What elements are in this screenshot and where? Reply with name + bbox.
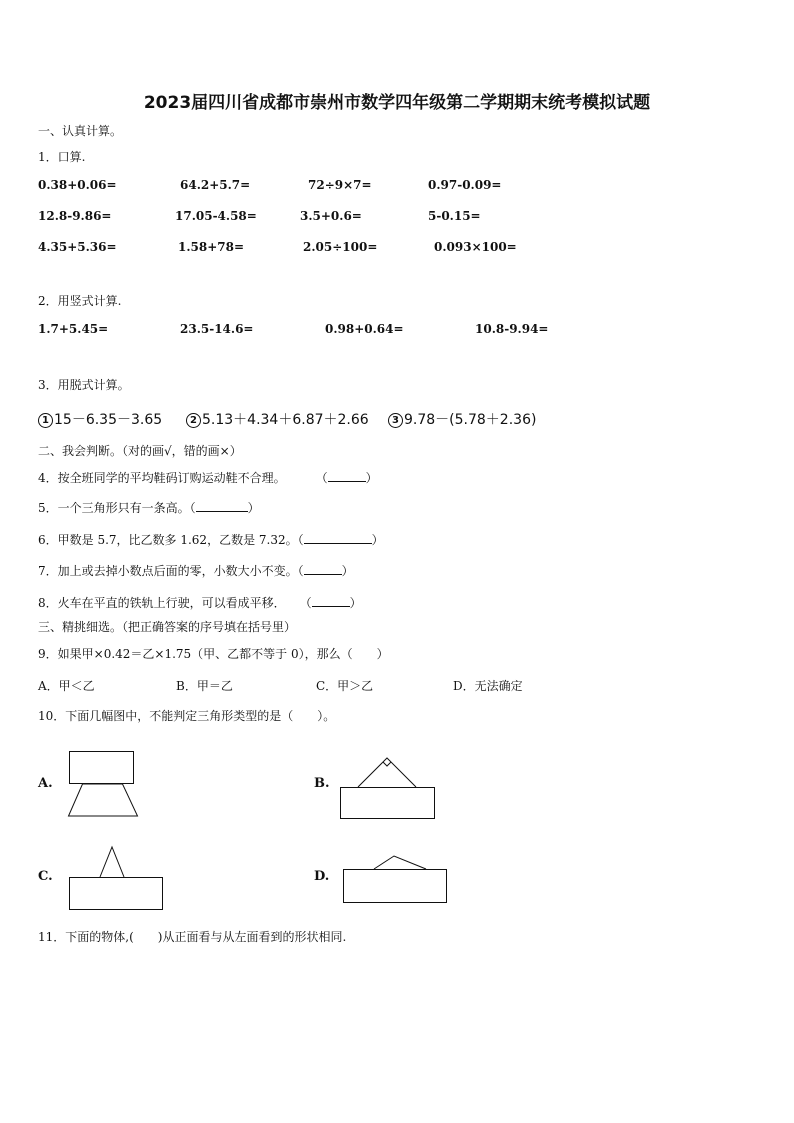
q3-expression-text: 15－6.35－3.65 (54, 412, 163, 428)
q10-text: 10．下面几幅图中，不能判定三角形类型的是（ ）。 (38, 709, 336, 723)
q1-item: 72÷9×7= (308, 178, 372, 192)
q1-item: 1.58+78= (178, 240, 245, 254)
figure-c-triangle-top (100, 847, 124, 877)
q2-item: 10.8-9.94= (475, 322, 549, 336)
q3-expression (186, 409, 369, 429)
figure-a-trapezoid (69, 784, 138, 816)
figure-b (338, 754, 438, 822)
q9-option-c[interactable]: C．甲＞乙 (316, 679, 374, 693)
q9-option-a[interactable]: A．甲＜乙 (38, 679, 95, 693)
q4 (38, 469, 378, 486)
q4-text: 4．按全班同学的平均鞋码订购运动鞋不合理。 (38, 471, 286, 485)
q1-item: 64.2+5.7= (180, 178, 251, 192)
q9-option-b[interactable]: B．甲＝乙 (176, 679, 233, 693)
q3-expression (38, 409, 162, 429)
q1-item: 0.093×100= (434, 240, 517, 254)
q6-text: 6．甲数是 5.7，比乙数多 1.62，乙数是 7.32。（ (38, 533, 304, 547)
q10-label-d[interactable]: D. (314, 869, 330, 884)
q1-item: 3.5+0.6= (300, 209, 362, 223)
q1-label: 1．口算. (38, 150, 86, 164)
q2-item: 23.5-14.6= (180, 322, 254, 336)
figure-b-triangle-top (358, 758, 416, 787)
q6 (38, 531, 384, 548)
figure-d-rectangle (344, 870, 447, 903)
bracket: ） (365, 471, 378, 485)
q1-item: 2.05÷100= (303, 240, 378, 254)
circled-number: 3 (388, 413, 403, 428)
figure-c-rectangle (70, 878, 163, 910)
bracket: ） (349, 596, 362, 610)
q9-text: 9．如果甲×0.42＝乙×1.75（甲、乙都不等于 0），那么（ ） (38, 647, 389, 661)
q3-expression (388, 409, 536, 429)
q3-expression-text: 5.13＋4.34＋6.87＋2.66 (202, 412, 369, 428)
q8-text: 8．火车在平直的铁轨上行驶，可以看成平移． (38, 596, 286, 610)
figure-a-rectangle (70, 752, 134, 784)
figure-d-triangle-top (374, 856, 426, 869)
q2-item: 0.98+0.64= (325, 322, 404, 336)
q5-text: 5．一个三角形只有一条高。（ (38, 501, 196, 515)
q3-expression-text: 9.78－(5.78＋2.36) (404, 412, 537, 428)
q1-item: 5-0.15= (428, 209, 481, 223)
q1-item: 17.05-4.58= (175, 209, 257, 223)
q1-item: 4.35+5.36= (38, 240, 117, 254)
q3-label: 3．用脱式计算。 (38, 378, 130, 392)
q2-label: 2．用竖式计算. (38, 294, 122, 308)
q1-item: 12.8-9.86= (38, 209, 112, 223)
answer-blank[interactable] (196, 501, 248, 512)
right-angle-mark (383, 762, 391, 766)
bracket: （ (315, 471, 328, 485)
section-2-heading: 二、我会判断。（对的画√，错的画×） (38, 444, 242, 458)
answer-blank[interactable] (304, 533, 372, 544)
q11-text: 11．下面的物体,( )从正面看与从左面看到的形状相同. (38, 930, 347, 944)
answer-blank[interactable] (312, 596, 350, 607)
answer-blank[interactable] (304, 564, 342, 575)
q1-item: 0.97-0.09= (428, 178, 502, 192)
bracket: ） (247, 501, 260, 515)
q10-label-b[interactable]: B. (314, 776, 330, 791)
q10-label-a[interactable]: A. (38, 776, 53, 791)
bracket: ） (371, 533, 384, 547)
q9-option-d[interactable]: D．无法确定 (453, 679, 523, 693)
figure-b-rectangle (341, 788, 435, 819)
figure-d (340, 852, 450, 906)
answer-blank[interactable] (328, 471, 366, 482)
q10-label-c[interactable]: C. (38, 869, 53, 884)
section-1-heading: 一、认真计算。 (38, 124, 123, 138)
q7-text: 7．加上或去掉小数点后面的零，小数大小不变。（ (38, 564, 304, 578)
bracket: ） (341, 564, 354, 578)
q5 (38, 499, 260, 516)
figure-c (66, 844, 166, 912)
section-3-heading: 三、精挑细选。（把正确答案的序号填在括号里） (38, 620, 297, 634)
q8 (38, 594, 362, 611)
q2-item: 1.7+5.45= (38, 322, 109, 336)
bracket: （ (299, 596, 312, 610)
q1-item: 0.38+0.06= (38, 178, 117, 192)
circled-number: 1 (38, 413, 53, 428)
page-title: 2023届四川省成都市崇州市数学四年级第二学期期末统考模拟试题 (143, 93, 651, 113)
q7 (38, 562, 354, 579)
figure-a (66, 748, 142, 820)
circled-number: 2 (186, 413, 201, 428)
